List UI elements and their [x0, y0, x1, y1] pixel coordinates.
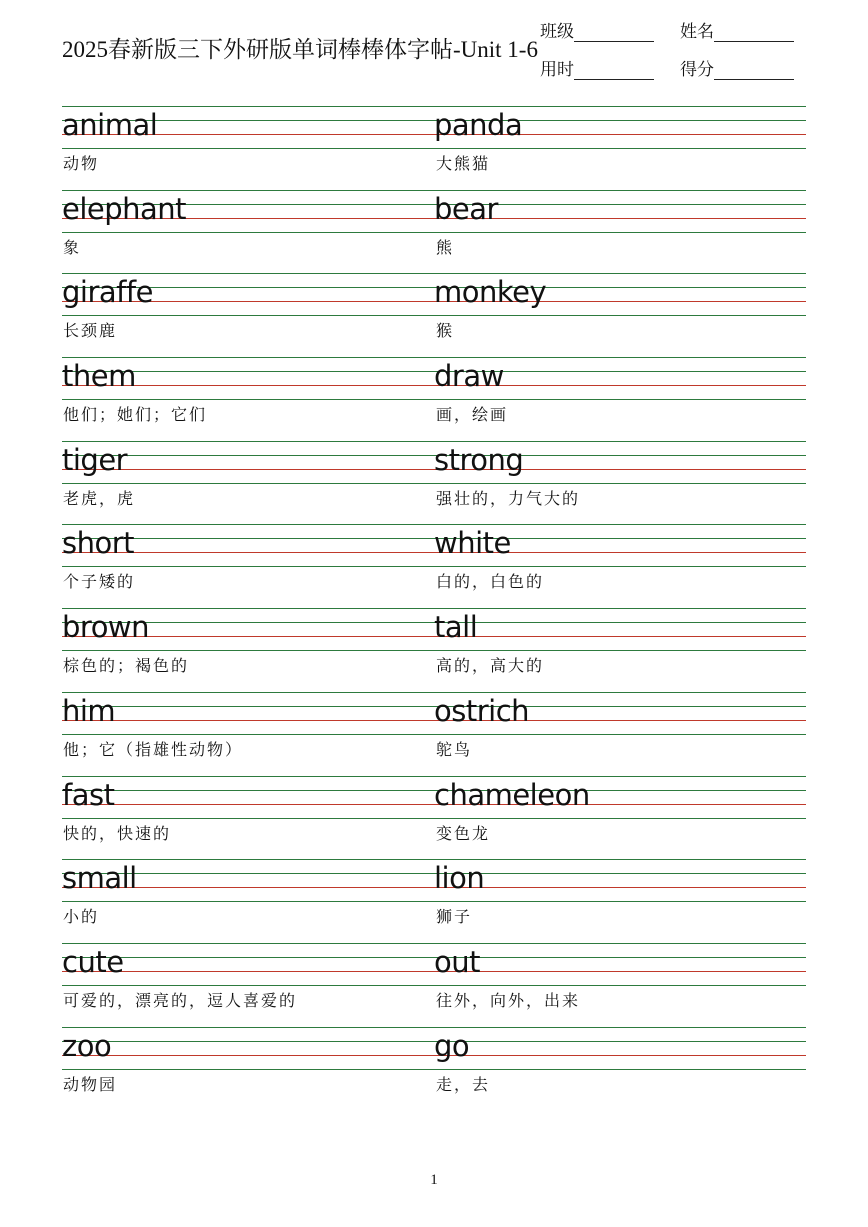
class-blank[interactable]: [574, 25, 654, 42]
writing-guide-line: [434, 943, 806, 944]
vocab-row: [62, 273, 806, 357]
vocab-entry-left: [62, 106, 434, 190]
writing-guide-line: [434, 859, 806, 860]
vocab-row: [62, 943, 806, 1027]
writing-guide-line: [434, 483, 806, 484]
chinese-meaning: 强壮的，力气大的: [436, 488, 581, 508]
writing-guide-line: [434, 873, 806, 874]
english-word: cute: [62, 944, 124, 979]
vocab-entry-left: [62, 441, 434, 525]
english-word: bear: [434, 191, 498, 226]
writing-guide-line: [62, 232, 434, 233]
vocab-row: [62, 441, 806, 525]
chinese-meaning: 可爱的，漂亮的，逗人喜爱的: [63, 990, 298, 1010]
time-blank[interactable]: [574, 63, 654, 80]
baseline-guide: [434, 636, 806, 637]
writing-guide-line: [62, 706, 434, 707]
vocab-entry-left: [62, 608, 434, 692]
english-word: fast: [62, 777, 115, 812]
writing-guide-line: [434, 818, 806, 819]
writing-guide-line: [62, 608, 434, 609]
english-word: draw: [434, 359, 504, 394]
writing-guide-line: [62, 790, 434, 791]
writing-guide-line: [434, 1041, 806, 1042]
vocab-entry-right: [434, 692, 806, 776]
vocab-row: [62, 776, 806, 860]
writing-guide-line: [62, 901, 434, 902]
writing-guide-line: [62, 1027, 434, 1028]
english-word: them: [62, 359, 136, 394]
chinese-meaning: 长颈鹿: [63, 321, 118, 341]
writing-guide-line: [434, 566, 806, 567]
english-word: chameleon: [434, 777, 590, 812]
writing-guide-line: [434, 232, 806, 233]
vocab-entry-right: [434, 776, 806, 860]
name-label: 姓名: [680, 22, 714, 42]
english-word: brown: [62, 610, 150, 645]
name-blank[interactable]: [714, 25, 794, 42]
writing-guide-line: [62, 357, 434, 358]
page-title: 2025春新版三下外研版单词棒棒体字帖-Unit 1-6: [62, 37, 538, 62]
name-field[interactable]: [680, 22, 794, 42]
vocab-entry-left: [62, 692, 434, 776]
writing-guide-line: [434, 650, 806, 651]
vocab-row: [62, 357, 806, 441]
baseline-guide: [62, 804, 434, 805]
writing-guide-line: [434, 190, 806, 191]
english-word: go: [434, 1028, 470, 1063]
writing-guide-line: [434, 985, 806, 986]
chinese-meaning: 棕色的；褐色的: [63, 656, 190, 676]
vocab-entry-left: [62, 943, 434, 1027]
writing-guide-line: [434, 148, 806, 149]
chinese-meaning: 他；它（指雄性动物）: [63, 739, 244, 759]
writing-guide-line: [434, 524, 806, 525]
chinese-meaning: 快的，快速的: [63, 823, 172, 843]
vocab-entry-right: [434, 273, 806, 357]
class-field[interactable]: [540, 22, 654, 42]
english-word: him: [62, 693, 116, 728]
writing-guide-line: [62, 441, 434, 442]
writing-guide-line: [434, 273, 806, 274]
writing-guide-line: [62, 692, 434, 693]
vocab-entry-left: [62, 1027, 434, 1111]
vocab-row: [62, 106, 806, 190]
vocab-row: [62, 190, 806, 274]
class-label: 班级: [540, 22, 574, 42]
writing-guide-line: [434, 106, 806, 107]
english-word: elephant: [62, 191, 187, 226]
writing-guide-line: [62, 1069, 434, 1070]
chinese-meaning: 他们；她们；它们: [63, 405, 208, 425]
writing-guide-line: [62, 1041, 434, 1042]
writing-guide-line: [434, 901, 806, 902]
chinese-meaning: 大熊猫: [436, 154, 491, 173]
vocab-entry-right: [434, 608, 806, 692]
vocab-entry-right: [434, 441, 806, 525]
baseline-guide: [62, 720, 434, 721]
vocab-entry-right: [434, 190, 806, 274]
chinese-meaning: 变色龙: [436, 823, 491, 843]
writing-guide-line: [434, 315, 806, 316]
vocab-entry-left: [62, 859, 434, 943]
writing-guide-line: [434, 608, 806, 609]
english-word: white: [434, 526, 511, 561]
vocab-entry-left: [62, 524, 434, 608]
score-blank[interactable]: [714, 63, 794, 80]
writing-guide-line: [62, 650, 434, 651]
vocab-row: [62, 1027, 806, 1111]
vocab-entry-right: [434, 859, 806, 943]
writing-guide-line: [62, 483, 434, 484]
vocab-entry-left: [62, 273, 434, 357]
writing-guide-line: [434, 622, 806, 623]
chinese-meaning: 往外，向外，出来: [436, 990, 581, 1010]
vocab-entry-right: [434, 106, 806, 190]
chinese-meaning: 高的，高大的: [436, 656, 545, 676]
english-word: monkey: [434, 275, 547, 310]
writing-guide-line: [434, 1027, 806, 1028]
english-word: zoo: [62, 1028, 112, 1063]
writing-guide-line: [434, 441, 806, 442]
vocab-row: [62, 692, 806, 776]
english-word: animal: [62, 108, 158, 142]
chinese-meaning: 鸵鸟: [436, 739, 473, 759]
vocab-entry-right: [434, 357, 806, 441]
english-word: strong: [434, 442, 524, 477]
chinese-meaning: 走，去: [436, 1074, 491, 1094]
writing-guide-line: [434, 357, 806, 358]
writing-guide-line: [434, 1069, 806, 1070]
english-word: lion: [434, 861, 485, 896]
chinese-meaning: 动物: [63, 154, 100, 173]
english-word: panda: [434, 108, 523, 142]
chinese-meaning: 画，绘画: [436, 405, 509, 425]
english-word: short: [62, 526, 135, 561]
writing-guide-line: [434, 692, 806, 693]
english-word: ostrich: [434, 693, 530, 728]
vocabulary-grid: [62, 106, 806, 1110]
chinese-meaning: 动物园: [63, 1074, 118, 1094]
chinese-meaning: 猴: [436, 321, 455, 341]
baseline-guide: [62, 1055, 434, 1056]
writing-guide-line: [434, 734, 806, 735]
baseline-guide: [434, 887, 806, 888]
vocab-row: [62, 608, 806, 692]
writing-guide-line: [62, 943, 434, 944]
english-word: small: [62, 861, 137, 896]
vocab-entry-left: [62, 190, 434, 274]
writing-guide-line: [434, 776, 806, 777]
writing-guide-line: [434, 957, 806, 958]
chinese-meaning: 狮子: [436, 907, 473, 927]
writing-guide-line: [62, 818, 434, 819]
english-word: out: [434, 944, 480, 979]
time-label: 用时: [540, 60, 574, 80]
writing-guide-line: [62, 566, 434, 567]
vocab-entry-right: [434, 943, 806, 1027]
english-word: giraffe: [62, 275, 153, 310]
vocab-entry-left: [62, 776, 434, 860]
page-number: 1: [430, 1172, 438, 1188]
vocab-entry-left: [62, 357, 434, 441]
writing-guide-line: [62, 315, 434, 316]
time-field[interactable]: [540, 60, 654, 80]
score-field[interactable]: [680, 60, 794, 80]
writing-guide-line: [62, 190, 434, 191]
baseline-guide: [434, 1055, 806, 1056]
chinese-meaning: 熊: [436, 237, 455, 257]
writing-guide-line: [62, 148, 434, 149]
writing-guide-line: [62, 524, 434, 525]
score-label: 得分: [680, 60, 714, 80]
writing-guide-line: [62, 734, 434, 735]
writing-guide-line: [62, 106, 434, 107]
baseline-guide: [434, 971, 806, 972]
chinese-meaning: 老虎，虎: [63, 488, 136, 508]
vocab-row: [62, 859, 806, 943]
chinese-meaning: 小的: [63, 907, 100, 927]
vocab-row: [62, 524, 806, 608]
writing-guide-line: [62, 985, 434, 986]
vocab-entry-right: [434, 1027, 806, 1111]
chinese-meaning: 个子矮的: [63, 572, 136, 592]
writing-guide-line: [62, 399, 434, 400]
english-word: tall: [434, 610, 478, 645]
writing-guide-line: [62, 776, 434, 777]
chinese-meaning: 象: [63, 237, 82, 257]
writing-guide-line: [62, 859, 434, 860]
english-word: tiger: [62, 442, 128, 477]
writing-guide-line: [62, 273, 434, 274]
chinese-meaning: 白的，白色的: [436, 572, 545, 592]
writing-guide-line: [434, 399, 806, 400]
vocab-entry-right: [434, 524, 806, 608]
